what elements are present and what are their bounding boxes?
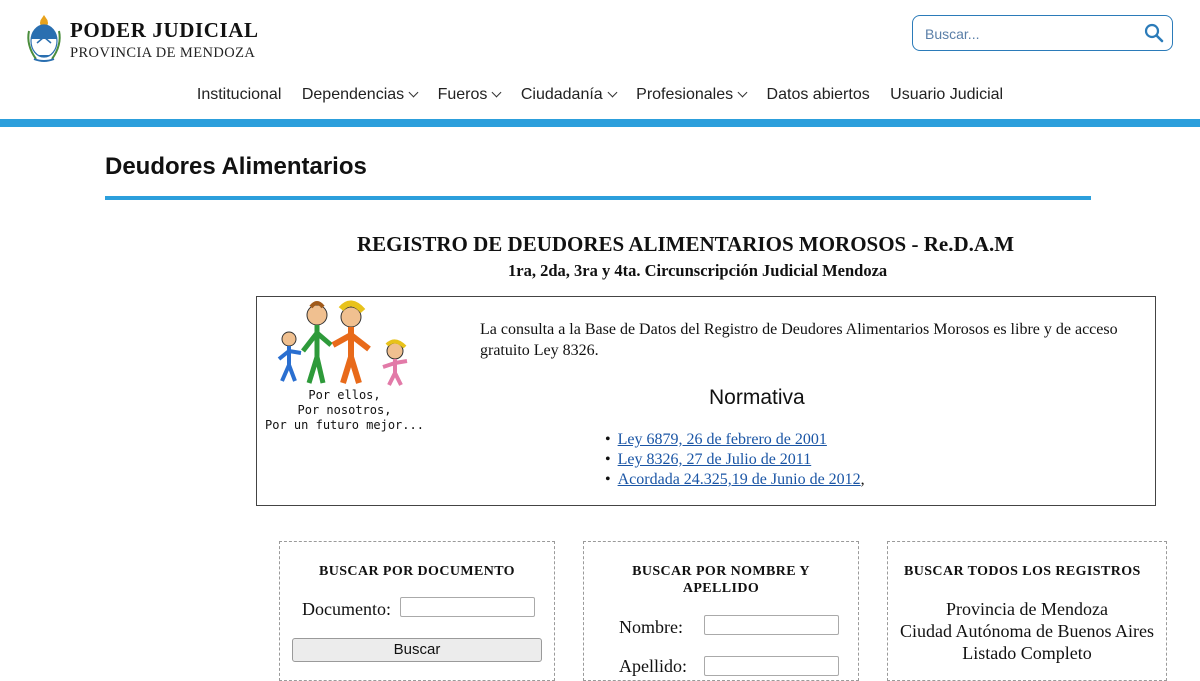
search-by-document-card — [279, 541, 555, 681]
search-box — [912, 15, 1173, 51]
nav-accent-bar — [0, 119, 1200, 127]
card-title: BUSCAR TODOS LOS REGISTROS — [904, 564, 1141, 579]
law-list — [605, 430, 865, 490]
nav-item-usuario-judicial[interactable]: Usuario Judicial — [890, 86, 1004, 103]
nav-item-institucional[interactable]: Institucional — [196, 86, 282, 103]
nav-item-fueros[interactable]: Fueros — [438, 86, 501, 104]
page-title: Deudores Alimentarios — [105, 153, 367, 180]
site-subtitle: PROVINCIA DE MENDOZA — [70, 45, 256, 61]
children-drawing-icon — [267, 299, 427, 387]
registry-list — [888, 598, 1166, 664]
search-all-card — [887, 541, 1167, 681]
law-link[interactable]: Ley 6879, 26 de febrero de 2001 — [617, 431, 827, 448]
slogan: Por ellos, Por nosotros, Por un futuro mejor... — [265, 388, 424, 432]
registry-content — [0, 200, 1154, 676]
nav-item-dependencias[interactable]: Dependencias — [302, 86, 417, 104]
card-title: BUSCAR POR DOCUMENTO — [319, 564, 515, 579]
list-item — [605, 450, 865, 470]
chevron-down-icon — [492, 88, 502, 98]
registry-link[interactable]: Listado Completo — [962, 643, 1092, 663]
site-title[interactable]: PODER JUDICIAL — [70, 18, 259, 42]
access-info-text: La consulta a la Base de Datos del Registro de Deudores Alimentarios Morosos es libre y de acceso gratuito Ley 8326. — [480, 321, 1118, 359]
registry-title: REGISTRO DE DEUDORES ALIMENTARIOS MOROSOS - Re.D.A.M — [357, 232, 1015, 256]
nav-item-ciudadania[interactable]: Ciudadanía — [521, 86, 616, 104]
law-link[interactable]: Ley 8326, 27 de Julio de 2011 — [617, 451, 812, 468]
chevron-down-icon — [738, 88, 748, 98]
chevron-down-icon — [409, 88, 419, 98]
surname-field[interactable] — [704, 656, 839, 676]
name-field[interactable] — [704, 615, 839, 635]
search-button[interactable]: Buscar — [292, 638, 542, 662]
document-label: Documento: — [302, 599, 391, 619]
search-input[interactable] — [923, 22, 1137, 46]
registry-link[interactable]: Provincia de Mendoza — [946, 599, 1108, 619]
search-by-name-card — [583, 541, 859, 681]
chevron-down-icon — [607, 88, 617, 98]
poder-judicial-emblem-icon — [26, 13, 62, 63]
registry-subtitle: 1ra, 2da, 3ra y 4ta. Circunscripción Judicial Mendoza — [508, 261, 888, 280]
card-title: BUSCAR POR NOMBRE Y APELLIDO — [632, 564, 810, 596]
list-item — [605, 430, 865, 450]
nav-item-profesionales[interactable]: Profesionales — [636, 86, 746, 104]
name-label: Nombre: — [619, 617, 683, 637]
normativa-heading: Normativa — [709, 386, 805, 409]
list-item: • Acordada 24.325,19 de Junio de 2012, — [605, 470, 865, 490]
nav-item-datos-abiertos[interactable]: Datos abiertos — [766, 86, 870, 103]
surname-label: Apellido: — [619, 656, 687, 676]
search-icon[interactable] — [1144, 23, 1164, 43]
document-field[interactable] — [400, 597, 535, 617]
main-nav — [0, 86, 1200, 104]
law-link[interactable]: Acordada 24.325,19 de Junio de 2012 — [617, 471, 861, 488]
registry-link[interactable]: Ciudad Autónoma de Buenos Aires — [900, 621, 1154, 641]
registry-info-box — [256, 296, 1156, 506]
